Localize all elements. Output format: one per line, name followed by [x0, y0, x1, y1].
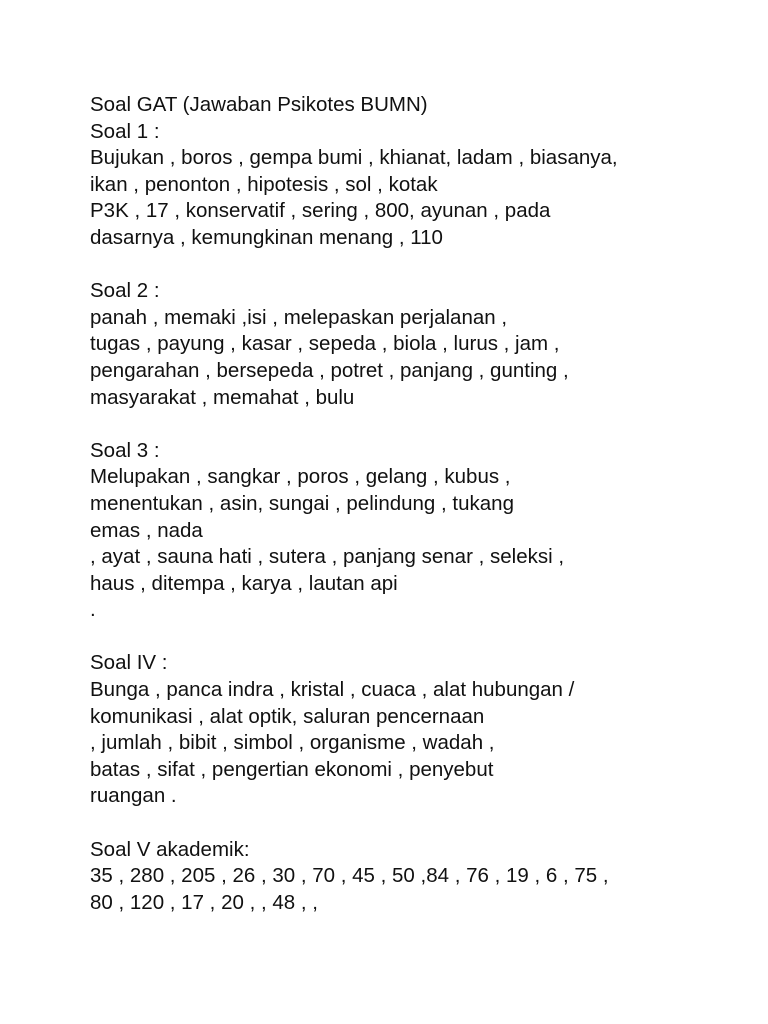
section-heading: Soal V akademik: [90, 837, 250, 861]
section-line: ikan , penonton , hipotesis , sol , kotak [90, 172, 438, 196]
section-line: batas , sifat , pengertian ekonomi , penyebut [90, 757, 494, 781]
paragraph-gap [90, 624, 750, 651]
section-line: pengarahan , bersepeda , potret , panjang , gunting , [90, 358, 569, 382]
section-heading: Soal 2 : [90, 279, 160, 303]
section-line: Bunga , panca indra , kristal , cuaca , alat hubungan / [90, 678, 575, 702]
paragraph-gap [90, 810, 750, 837]
section-line: 35 , 280 , 205 , 26 , 30 , 70 , 45 , 50 ,84 , 76 , 19 , 6 , 75 , [90, 864, 609, 888]
section-soal-2 [90, 278, 750, 411]
section-line: P3K , 17 , konservatif , sering , 800, ayunan , pada [90, 199, 551, 223]
section-line: panah , memaki ,isi , melepaskan perjalanan , [90, 305, 508, 329]
section-line: haus , ditempa , karya , lautan api [90, 571, 398, 595]
section-line: tugas , payung , kasar , sepeda , biola , lurus , jam , [90, 332, 560, 356]
section-heading: Soal IV : [90, 651, 168, 675]
section-line: Melupakan , sangkar , poros , gelang , kubus , [90, 465, 511, 489]
section-line: , ayat , sauna hati , sutera , panjang senar , seleksi , [90, 545, 565, 569]
section-line: Bujukan , boros , gempa bumi , khianat, ladam , biasanya, [90, 146, 618, 170]
document-title: Soal GAT (Jawaban Psikotes BUMN) [90, 93, 428, 116]
section-line: 80 , 120 , 17 , 20 , , 48 , , [90, 890, 318, 914]
section-soal-1 [90, 119, 750, 252]
section-line: , jumlah , bibit , simbol , organisme , wadah , [90, 731, 495, 755]
section-line: masyarakat , memahat , bulu [90, 385, 355, 409]
section-soal-3 [90, 438, 750, 624]
section-heading: Soal 3 : [90, 438, 160, 462]
section-line: emas , nada [90, 518, 203, 542]
section-heading: Soal 1 : [90, 119, 160, 143]
section-line: dasarnya , kemungkinan menang , 110 [90, 225, 443, 249]
section-line: ruangan . [90, 784, 177, 808]
document-page [90, 92, 750, 916]
paragraph-gap [90, 411, 750, 438]
section-line: komunikasi , alat optik, saluran pencernaan [90, 704, 485, 728]
paragraph-gap [90, 252, 750, 279]
section-soal-v-akademik [90, 837, 750, 917]
section-soal-iv [90, 650, 750, 810]
section-line: . [90, 598, 96, 622]
section-line: menentukan , asin, sungai , pelindung , tukang [90, 491, 514, 515]
